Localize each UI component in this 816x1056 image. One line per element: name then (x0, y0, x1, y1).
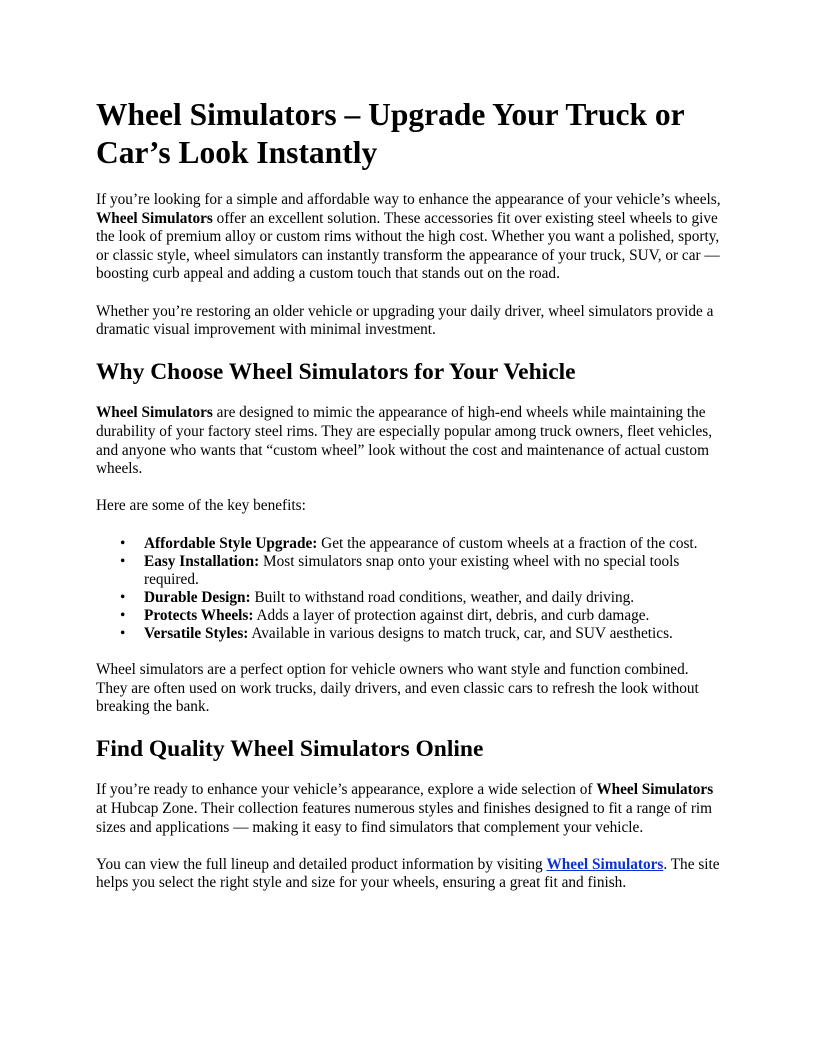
find-heading: Find Quality Wheel Simulators Online (96, 736, 484, 763)
benefit-label: Easy Installation: (144, 552, 260, 570)
why-bold-term: Wheel Simulators (96, 404, 213, 422)
intro-text-b: offer an excellent solution. These accessories fit over existing steel wheels to give the look of premium alloy or custom rims without the high cost. Whether you want a polished, sporty, or classic style, wheel simulators can instantly transform the appearance of your truck, SUV, or car — boosting curb appeal and adding a custom touch that stands out on the road. (96, 209, 720, 283)
benefit-label: Protects Wheels: (144, 606, 254, 624)
benefit-label: Affordable Style Upgrade: (144, 534, 318, 552)
benefit-label: Versatile Styles: (144, 624, 249, 642)
bullet-icon: • (120, 588, 126, 606)
page-title: Wheel Simulators – Upgrade Your Truck or Car’s Look Instantly (96, 97, 685, 170)
benefit-item-durable (120, 588, 722, 607)
find-text-b: at Hubcap Zone. Their collection features numerous styles and finishes designed to fit a range of rim sizes and applications — making it easy to find simulators that complement your vehicle. (96, 800, 713, 836)
bullet-icon: • (120, 624, 126, 642)
find-link-trail: . The site helps you select the right style and size for your wheels, ensuring a great fit and finish. (96, 855, 720, 892)
benefit-text: Most simulators snap onto your existing wheel with no special tools required. (144, 552, 680, 588)
find-paragraph-2 (96, 856, 722, 893)
intro-bold-term: Wheel Simulators (96, 209, 213, 227)
why-paragraph-1 (96, 404, 722, 478)
intro-paragraph-2: Whether you’re restoring an older vehicle or upgrading your daily driver, wheel simulators provide a dramatic visual improvement with minimal investment. (96, 302, 714, 339)
intro-text-a: If you’re looking for a simple and affordable way to enhance the appearance of your vehicle’s wheels, (96, 191, 721, 208)
benefit-text: Built to withstand road conditions, weather, and daily driving. (250, 588, 635, 606)
find-bold-term: Wheel Simulators (596, 781, 714, 799)
bullet-icon: • (120, 552, 126, 570)
why-paragraph-2: Here are some of the key benefits: (96, 497, 306, 515)
bullet-icon: • (120, 534, 126, 552)
why-paragraph-3: Wheel simulators are a perfect option for vehicle owners who want style and function combined. They are often used on work trucks, daily drivers, and even classic cars to refresh the look without breaking the bank. (96, 661, 699, 716)
find-text-a: If you’re ready to enhance your vehicle’s appearance, explore a wide selection of (96, 781, 597, 799)
benefit-item-installation (120, 552, 722, 589)
benefit-item-versatile (120, 624, 722, 643)
find-link-lead: You can view the full lineup and detailed product information by visiting (96, 855, 547, 873)
benefit-text: Adds a layer of protection against dirt, debris, and curb damage. (253, 606, 650, 624)
document-page (96, 96, 722, 912)
find-paragraph-1 (96, 781, 722, 837)
benefit-label: Durable Design: (144, 588, 251, 606)
benefit-text: Available in various designs to match truck, car, and SUV aesthetics. (248, 624, 673, 642)
benefit-item-protects (120, 606, 722, 625)
intro-paragraph-1 (96, 191, 722, 284)
why-heading: Why Choose Wheel Simulators for Your Vehicle (96, 359, 576, 386)
benefit-text: Get the appearance of custom wheels at a fraction of the cost. (317, 534, 698, 552)
benefits-list (96, 535, 722, 643)
wheel-simulators-link[interactable]: Wheel Simulators (546, 855, 664, 873)
why-text: are designed to mimic the appearance of high-end wheels while maintaining the durability of your factory steel rims. They are especially popular among truck owners, fleet vehicles, and anyone who wants that “custom wheel” look without the cost and maintenance of actual custom wheels. (96, 404, 713, 478)
benefit-item-affordable (120, 534, 722, 553)
bullet-icon: • (120, 606, 126, 624)
